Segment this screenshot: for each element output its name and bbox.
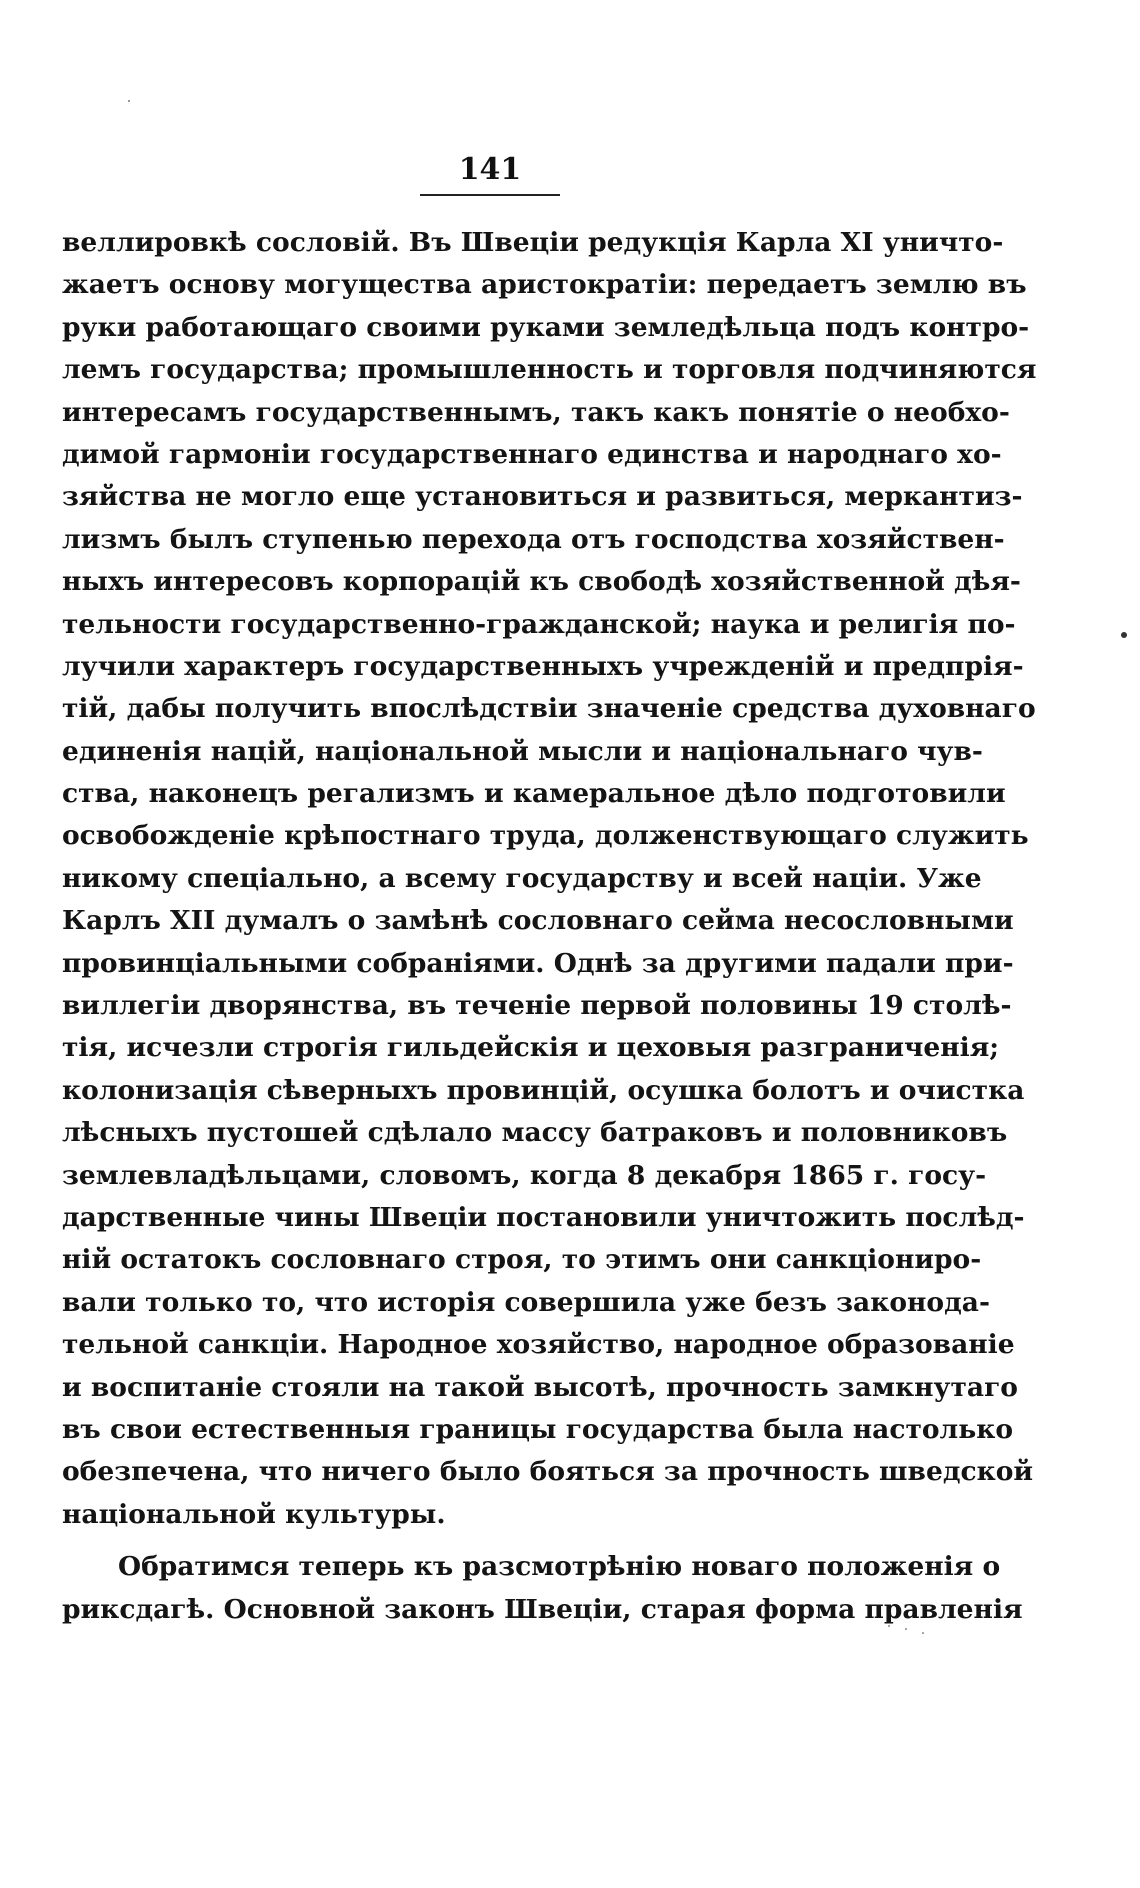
text-line: лучили характеръ государственныхъ учрежденій и предпрія- xyxy=(62,650,1024,682)
text-line: ныхъ интересовъ корпорацій къ свободѣ хозяйственной дѣя- xyxy=(62,566,1021,598)
text-line: въ свои естественныя границы государства была настолько xyxy=(62,1413,1014,1445)
scan-speck xyxy=(1121,632,1127,638)
text-line: тельности государственно-гражданской; наука и религія по- xyxy=(62,608,1016,640)
text-line: тельной санкціи. Народное хозяйство, народное образованіе xyxy=(62,1329,1015,1361)
text-line: веллировкѣ сословій. Въ Швеціи редукція Карла XI уничто- xyxy=(62,227,1004,258)
text-line: дарственные чины Швеціи постановили уничтожить послѣд- xyxy=(62,1201,1025,1233)
header-rule xyxy=(420,194,560,196)
text-line: ній остатокъ сословнаго строя, то этимъ они санкціониро- xyxy=(62,1244,982,1276)
text-line: колонизація сѣверныхъ провинцій, осушка болотъ и очистка xyxy=(62,1074,1025,1106)
text-line: вали только то, что исторія совершила уже безъ законода- xyxy=(62,1286,990,1318)
text-line: тій, дабы получить впослѣдствіи значеніе средства духовнаго xyxy=(62,693,1036,725)
text-line: Карлъ XII думалъ о замѣнѣ сословнаго сейма несословными xyxy=(62,905,1014,937)
text-line: зяйства не могло еще установиться и развиться, меркантиз- xyxy=(62,481,1023,513)
text-line: землевладѣльцами, словомъ, когда 8 декабря 1865 г. госу- xyxy=(62,1159,987,1191)
text-line: руки работающаго своими руками земледѣльца подъ контро- xyxy=(62,311,1030,343)
text-line: лемъ государства; промышленность и торговля подчиняются xyxy=(62,354,1037,386)
paragraph-last-line: національной культуры. xyxy=(62,1498,446,1530)
text-line: виллегіи дворянства, въ теченіе первой половины 19 столѣ- xyxy=(62,990,1012,1022)
text-line: и воспитаніе стояли на такой высотѣ, прочность замкнутаго xyxy=(62,1371,1018,1403)
text-line: обезпечена, что ничего было бояться за прочность шведской xyxy=(62,1456,1034,1488)
text-line: риксдагѣ. Основной законъ Швеціи, старая форма правленія xyxy=(62,1593,1023,1625)
scan-speck xyxy=(128,100,130,102)
text-line: тія, исчезли строгія гильдейскія и цеховыя разграниченія; xyxy=(62,1032,1000,1064)
text-line: провинціальными собраніями. Однѣ за другими падали при- xyxy=(62,947,1014,979)
page-number: 141 xyxy=(458,152,522,187)
text-line: освобожденіе крѣпостнаго труда, долженствующаго служить xyxy=(62,820,1029,852)
scan-speck xyxy=(922,1632,924,1634)
text-line: лизмъ былъ ступенью перехода отъ господства хозяйствен- xyxy=(62,523,1005,555)
text-line: никому спеціально, а всему государству и всей націи. Уже xyxy=(62,862,982,894)
paragraph-first-line: Обратимся теперь къ разсмотрѣнію новаго положенія о xyxy=(118,1551,1001,1583)
scan-speck xyxy=(888,1625,890,1627)
body-text xyxy=(62,222,1037,1631)
text-line: ства, наконецъ регализмъ и камеральное дѣло подготовили xyxy=(62,778,1006,810)
text-line: жаетъ основу могущества аристократіи: передаетъ землю въ xyxy=(62,269,1027,301)
text-line: димой гармоніи государственнаго единства и народнаго хо- xyxy=(62,438,1002,470)
text-line: интересамъ государственнымъ, такъ какъ понятіе о необхо- xyxy=(62,396,1010,428)
scan-speck xyxy=(905,1628,907,1630)
text-line: единенія націй, національной мысли и національнаго чув- xyxy=(62,735,983,767)
text-line: лѣсныхъ пустошей сдѣлало массу батраковъ и половниковъ xyxy=(62,1117,1008,1149)
